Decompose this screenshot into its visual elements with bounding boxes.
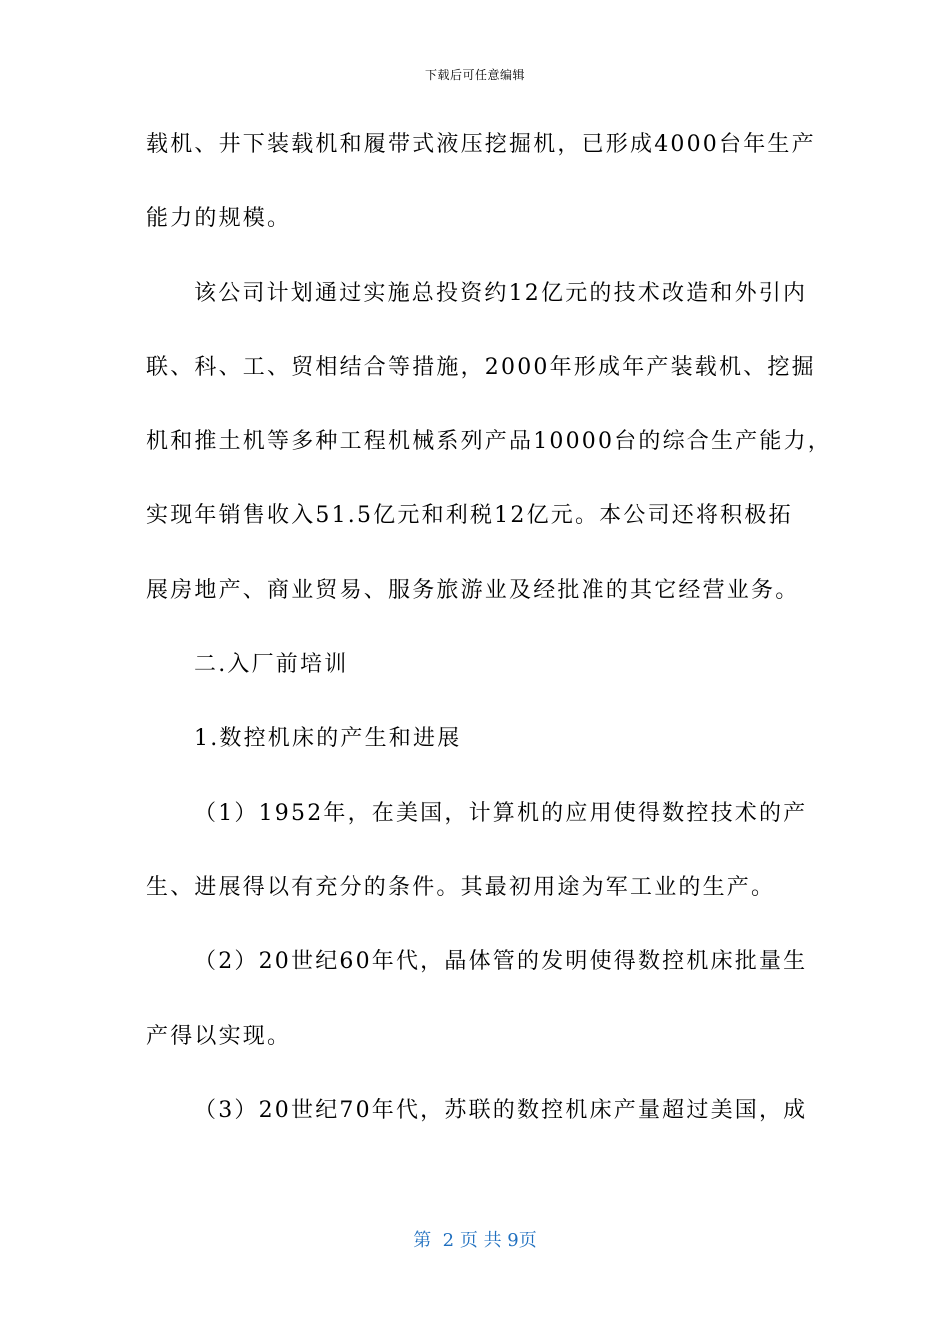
subsection-heading: 1.数控机床的产生和进展: [194, 726, 462, 752]
page-number-footer: 第 2 页 共 9页: [413, 1230, 537, 1251]
header-note: 下载后可任意编辑: [424, 68, 525, 82]
paragraph-line: 生、进展得以有充分的条件。其最初用途为军工业的生产。: [146, 874, 776, 900]
paragraph-line: 实现年销售收入51.5亿元和利税12亿元。本公司还将积极拓: [146, 503, 793, 529]
paragraph-line: 联、科、工、贸相结合等措施，2000年形成年产装载机、挖掘: [146, 354, 816, 380]
paragraph-line: 产得以实现。: [146, 1023, 292, 1049]
paragraph-line: 该公司计划通过实施总投资约12亿元的技术改造和外引内: [194, 280, 808, 306]
paragraph-line: 机和推土机等多种工程机械系列产品10000台的综合生产能力，: [146, 429, 832, 455]
paragraph-line: （2）20世纪60年代，晶体管的发明使得数控机床批量生: [194, 949, 808, 975]
paragraph-line: 能力的规模。: [146, 206, 292, 232]
paragraph-line: （3）20世纪70年代，苏联的数控机床产量超过美国，成: [194, 1097, 808, 1123]
section-heading: 二.入厂前培训: [194, 652, 349, 678]
paragraph-line: 展房地产、商业贸易、服务旅游业及经批准的其它经营业务。: [146, 577, 800, 603]
paragraph-line: 载机、井下装载机和履带式液压挖掘机，已形成4000台年生产: [146, 132, 816, 157]
paragraph-line: （1）1952年，在美国，计算机的应用使得数控技术的产: [194, 800, 808, 826]
body-text: [146, 121, 832, 1161]
